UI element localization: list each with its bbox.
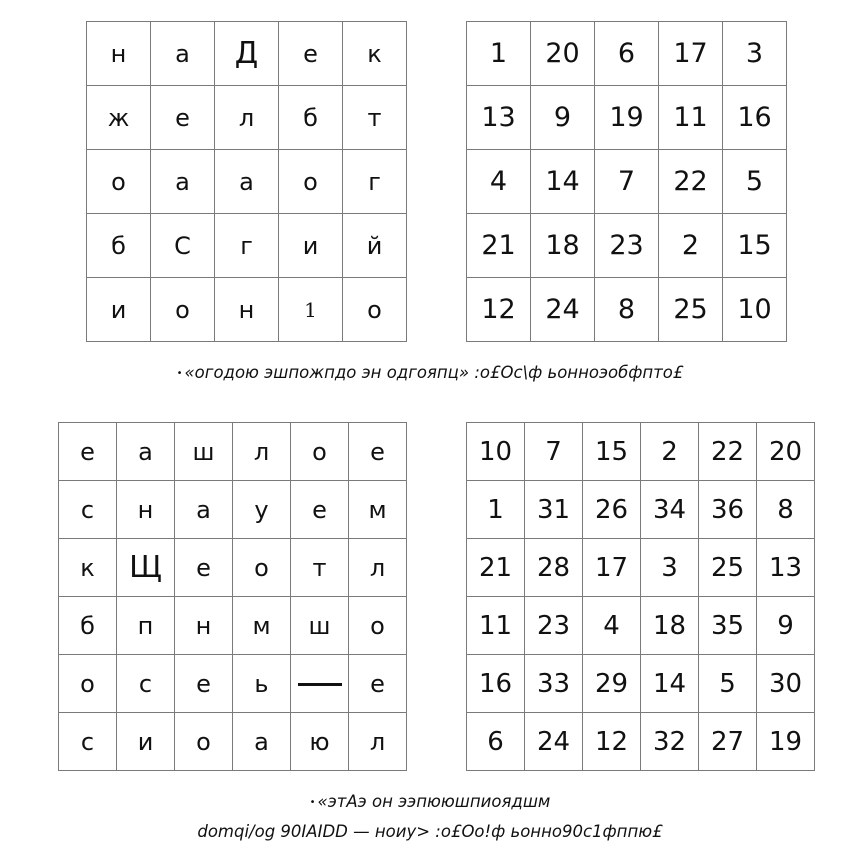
letter-cell: г bbox=[343, 150, 407, 214]
number-cell: 16 bbox=[723, 86, 787, 150]
number-cell: 10 bbox=[723, 278, 787, 342]
dash-mark bbox=[298, 683, 342, 686]
letter-cell: т bbox=[343, 86, 407, 150]
bullet: • bbox=[176, 368, 183, 379]
letter-cell: а bbox=[175, 481, 233, 539]
letter-grid-2 bbox=[58, 422, 407, 771]
letter-cell: о bbox=[233, 539, 291, 597]
number-cell: 17 bbox=[659, 22, 723, 86]
letter-cell: н bbox=[117, 481, 175, 539]
letter-cell: е bbox=[291, 481, 349, 539]
number-grid-2 bbox=[466, 422, 815, 771]
letter-cell: у bbox=[233, 481, 291, 539]
number-cell: 18 bbox=[641, 597, 699, 655]
bullet: • bbox=[309, 797, 316, 808]
number-cell: 6 bbox=[467, 713, 525, 771]
number-cell: 3 bbox=[723, 22, 787, 86]
letter-cell: а bbox=[215, 150, 279, 214]
number-cell: 7 bbox=[525, 423, 583, 481]
number-cell: 23 bbox=[525, 597, 583, 655]
letter-cell: и bbox=[279, 214, 343, 278]
letter-cell: н bbox=[175, 597, 233, 655]
letter-cell: а bbox=[151, 150, 215, 214]
number-cell: 4 bbox=[583, 597, 641, 655]
number-cell: 6 bbox=[595, 22, 659, 86]
number-cell: 30 bbox=[757, 655, 815, 713]
number-cell: 20 bbox=[531, 22, 595, 86]
letter-cell: т bbox=[291, 539, 349, 597]
number-cell: 28 bbox=[525, 539, 583, 597]
letter-cell: б bbox=[59, 597, 117, 655]
letter-cell: и bbox=[87, 278, 151, 342]
grid-row bbox=[467, 539, 815, 597]
number-cell: 9 bbox=[757, 597, 815, 655]
number-cell: 23 bbox=[595, 214, 659, 278]
letter-grid-1 bbox=[86, 21, 407, 342]
number-cell: 14 bbox=[641, 655, 699, 713]
number-cell: 1 bbox=[467, 22, 531, 86]
number-cell: 19 bbox=[757, 713, 815, 771]
letter-cell: м bbox=[349, 481, 407, 539]
number-cell: 12 bbox=[467, 278, 531, 342]
number-cell: 21 bbox=[467, 214, 531, 278]
dash-cell bbox=[291, 655, 349, 713]
number-cell: 15 bbox=[583, 423, 641, 481]
letter-cell: е bbox=[279, 22, 343, 86]
number-cell: 26 bbox=[583, 481, 641, 539]
letter-cell: е bbox=[349, 655, 407, 713]
number-cell: 34 bbox=[641, 481, 699, 539]
grid-row bbox=[467, 655, 815, 713]
caption-text: «этАэ он ээпююшпиоядшм bbox=[317, 792, 551, 811]
letter-cell: о bbox=[175, 713, 233, 771]
number-cell: 13 bbox=[467, 86, 531, 150]
letter-cell: ш bbox=[291, 597, 349, 655]
number-cell: 13 bbox=[757, 539, 815, 597]
letter-cell: е bbox=[175, 539, 233, 597]
letter-cell: Щ bbox=[117, 539, 175, 597]
number-cell: 33 bbox=[525, 655, 583, 713]
letter-cell: о bbox=[279, 150, 343, 214]
number-cell: 20 bbox=[757, 423, 815, 481]
grid-row bbox=[87, 278, 407, 342]
letter-cell: о bbox=[343, 278, 407, 342]
grid-row bbox=[59, 539, 407, 597]
letter-cell: ш bbox=[175, 423, 233, 481]
number-cell: 25 bbox=[659, 278, 723, 342]
number-grid-1 bbox=[466, 21, 787, 342]
number-cell: 29 bbox=[583, 655, 641, 713]
number-cell: 27 bbox=[699, 713, 757, 771]
letter-cell: г bbox=[215, 214, 279, 278]
number-cell: 24 bbox=[525, 713, 583, 771]
letter-cell: й bbox=[343, 214, 407, 278]
number-cell: 11 bbox=[467, 597, 525, 655]
letter-cell: н bbox=[87, 22, 151, 86]
letter-cell: ю bbox=[291, 713, 349, 771]
letter-cell: ь bbox=[233, 655, 291, 713]
letter-cell: м bbox=[233, 597, 291, 655]
letter-cell: ж bbox=[87, 86, 151, 150]
letter-cell: о bbox=[87, 150, 151, 214]
grid-row bbox=[467, 150, 787, 214]
number-cell: 10 bbox=[467, 423, 525, 481]
grid-row bbox=[59, 713, 407, 771]
grid-row bbox=[59, 423, 407, 481]
puzzle-1-caption bbox=[0, 363, 860, 382]
letter-cell: л bbox=[349, 713, 407, 771]
number-cell: 14 bbox=[531, 150, 595, 214]
number-cell: 22 bbox=[659, 150, 723, 214]
letter-cell: о bbox=[59, 655, 117, 713]
grid-row bbox=[87, 86, 407, 150]
puzzle-2-caption-line-1 bbox=[0, 792, 860, 811]
number-cell: 17 bbox=[583, 539, 641, 597]
letter-cell: с bbox=[59, 481, 117, 539]
grid-row bbox=[467, 214, 787, 278]
number-cell: 9 bbox=[531, 86, 595, 150]
letter-cell: а bbox=[233, 713, 291, 771]
letter-cell: е bbox=[151, 86, 215, 150]
grid-row bbox=[87, 150, 407, 214]
letter-cell: л bbox=[349, 539, 407, 597]
letter-cell: л bbox=[215, 86, 279, 150]
number-cell: 4 bbox=[467, 150, 531, 214]
puzzle-2-caption-line-2: domqi/og 90IAIDD — ноиу> :о£Оо!ф ьонно90с1фппю£ bbox=[197, 822, 663, 841]
grid-row bbox=[87, 214, 407, 278]
number-cell: 24 bbox=[531, 278, 595, 342]
number-cell: 25 bbox=[699, 539, 757, 597]
letter-cell: 1 bbox=[279, 278, 343, 342]
letter-cell: о bbox=[151, 278, 215, 342]
number-cell: 2 bbox=[641, 423, 699, 481]
letter-cell: Д bbox=[215, 22, 279, 86]
letter-cell: и bbox=[117, 713, 175, 771]
letter-cell: б bbox=[87, 214, 151, 278]
letter-cell: п bbox=[117, 597, 175, 655]
grid-row bbox=[59, 481, 407, 539]
number-cell: 22 bbox=[699, 423, 757, 481]
letter-cell: о bbox=[291, 423, 349, 481]
number-cell: 35 bbox=[699, 597, 757, 655]
letter-cell: с bbox=[117, 655, 175, 713]
letter-cell: к bbox=[59, 539, 117, 597]
letter-cell: с bbox=[59, 713, 117, 771]
grid-row bbox=[59, 597, 407, 655]
grid-row bbox=[59, 655, 407, 713]
number-cell: 19 bbox=[595, 86, 659, 150]
number-cell: 3 bbox=[641, 539, 699, 597]
number-cell: 7 bbox=[595, 150, 659, 214]
grid-row bbox=[467, 597, 815, 655]
letter-cell: а bbox=[117, 423, 175, 481]
number-cell: 18 bbox=[531, 214, 595, 278]
number-cell: 12 bbox=[583, 713, 641, 771]
number-cell: 21 bbox=[467, 539, 525, 597]
grid-row bbox=[467, 481, 815, 539]
letter-cell: е bbox=[349, 423, 407, 481]
caption-text: «огодою эшпожпдо эн одгояпц» :о£Ос\ф ьонноэобфпто£ bbox=[184, 363, 684, 382]
number-cell: 31 bbox=[525, 481, 583, 539]
letter-cell: а bbox=[151, 22, 215, 86]
grid-row bbox=[467, 713, 815, 771]
number-cell: 11 bbox=[659, 86, 723, 150]
number-cell: 16 bbox=[467, 655, 525, 713]
letter-cell: о bbox=[349, 597, 407, 655]
number-cell: 5 bbox=[723, 150, 787, 214]
number-cell: 2 bbox=[659, 214, 723, 278]
number-cell: 1 bbox=[467, 481, 525, 539]
grid-row bbox=[87, 22, 407, 86]
number-cell: 36 bbox=[699, 481, 757, 539]
number-cell: 8 bbox=[757, 481, 815, 539]
grid-row bbox=[467, 423, 815, 481]
letter-cell: С bbox=[151, 214, 215, 278]
letter-cell: л bbox=[233, 423, 291, 481]
number-cell: 15 bbox=[723, 214, 787, 278]
letter-cell: е bbox=[175, 655, 233, 713]
grid-row bbox=[467, 22, 787, 86]
letter-cell: к bbox=[343, 22, 407, 86]
number-cell: 5 bbox=[699, 655, 757, 713]
letter-cell: н bbox=[215, 278, 279, 342]
grid-row bbox=[467, 86, 787, 150]
letter-cell: е bbox=[59, 423, 117, 481]
number-cell: 32 bbox=[641, 713, 699, 771]
letter-cell: б bbox=[279, 86, 343, 150]
grid-row bbox=[467, 278, 787, 342]
number-cell: 8 bbox=[595, 278, 659, 342]
